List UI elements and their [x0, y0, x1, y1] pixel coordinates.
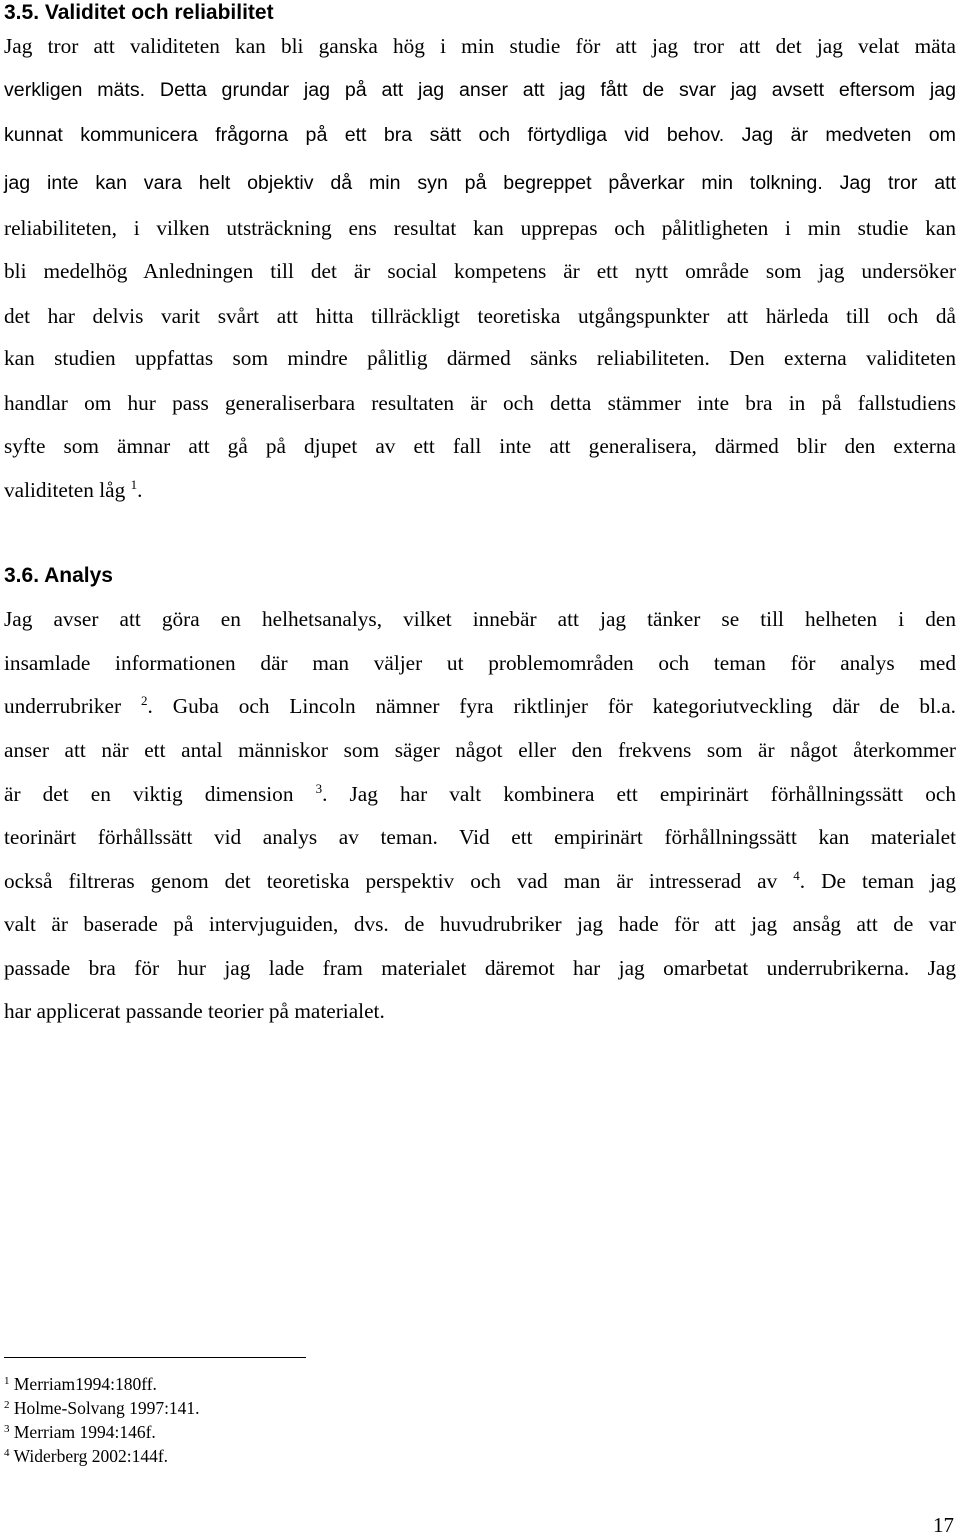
paragraph-line: teorinärt förhållssätt vid analys av teman. Vid ett empirinärt förhållningssätt kan materialet: [4, 825, 956, 849]
footnote-text: Holme-Solvang 1997:141.: [13, 1398, 200, 1418]
footnote-ref: 3: [315, 781, 323, 796]
line-text: validiteten låg: [4, 478, 126, 502]
footnote-number: 1: [4, 1375, 10, 1387]
paragraph-line: passade bra för hur jag lade fram materialet däremot har jag omarbetat underrubrikerna. Jag: [4, 956, 956, 980]
paragraph-line: kunnat kommunicera frågorna på ett bra sätt och förtydliga vid behov. Jag är medveten om: [4, 124, 956, 146]
paragraph-line: det har delvis varit svårt att hitta tillräckligt teoretiska utgångspunkter att härleda till och då: [4, 304, 956, 328]
paragraph-line: anser att när ett antal människor som säger något eller den frekvens som är något återkommer: [4, 738, 956, 762]
paragraph-line: reliabiliteten, i vilken utsträckning ens resultat kan upprepas och pålitligheten i min studie kan: [4, 216, 956, 240]
paragraph-line: har applicerat passande teorier på materialet.: [4, 999, 385, 1023]
paragraph-line: Jag avser att göra en helhetsanalys, vilket innebär att jag tänker se till helheten i den: [4, 607, 956, 631]
line-text: . Jag har valt kombinera ett empirinärt förhållningssätt och: [322, 782, 957, 806]
paragraph-line: kan studien uppfattas som mindre pålitlig därmed sänks reliabiliteten. Den externa validiteten: [4, 346, 956, 370]
line-text: . Guba och Lincoln nämner fyra riktlinjer för kategoriutveckling där de bl.a.: [147, 694, 956, 718]
footnote-ref: 2: [141, 693, 148, 708]
paragraph-line: verkligen mäts. Detta grundar jag på att jag anser att jag fått de svar jag avsett eftersom jag: [4, 79, 956, 101]
paragraph-line: handlar om hur pass generaliserbara resultaten är och detta stämmer inte bra in på fallstudiens: [4, 391, 956, 415]
paragraph-line: bli medelhög Anledningen till det är social kompetens är ett nytt område som jag undersöker: [4, 259, 956, 283]
line-text: är det en viktig dimension: [4, 782, 294, 806]
footnote-number: 4: [4, 1447, 10, 1459]
footnote-ref: 4: [793, 868, 800, 883]
footnote: [4, 1396, 200, 1420]
footnote: [4, 1372, 157, 1396]
footnote-text: Merriam 1994:146f.: [13, 1422, 156, 1442]
line-text: också filtreras genom det teoretiska perspektiv och vad man är intresserad av: [4, 869, 778, 893]
page-number: 17: [933, 1513, 954, 1537]
footnote: [4, 1420, 156, 1444]
section-heading-analysis: 3.6. Analys: [4, 564, 113, 587]
paragraph-line: [4, 684, 956, 728]
footnote: [4, 1444, 168, 1468]
line-text: .: [137, 478, 143, 502]
section-heading-validity: 3.5. Validitet och reliabilitet: [4, 1, 274, 24]
footnote-number: 3: [4, 1423, 10, 1435]
paragraph-line: [4, 772, 956, 816]
paragraph-line: insamlade informationen där man väljer ut problemområden och teman för analys med: [4, 651, 956, 675]
footnote-text: Widerberg 2002:144f.: [13, 1446, 169, 1466]
paragraph-line: syfte som ämnar att gå på djupet av ett fall inte att generalisera, därmed blir den externa: [4, 434, 956, 458]
paragraph-line: valt är baserade på intervjuguiden, dvs. de huvudrubriker jag hade för att jag ansåg att de var: [4, 912, 956, 936]
paragraph-line: [4, 468, 956, 512]
footnote-divider: [4, 1357, 306, 1358]
paragraph-line: jag inte kan vara helt objektiv då min syn på begreppet påverkar min tolkning. Jag tror att: [4, 172, 956, 194]
line-text: underrubriker: [4, 694, 122, 718]
line-text: . De teman jag: [799, 869, 956, 893]
footnote-number: 2: [4, 1399, 10, 1411]
paragraph-line: [4, 859, 956, 903]
footnote-text: Merriam1994:180ff.: [13, 1374, 157, 1394]
footnote-ref: 1: [130, 477, 138, 492]
paragraph-line: Jag tror att validiteten kan bli ganska hög i min studie för att jag tror att det jag velat mäta: [4, 34, 956, 58]
